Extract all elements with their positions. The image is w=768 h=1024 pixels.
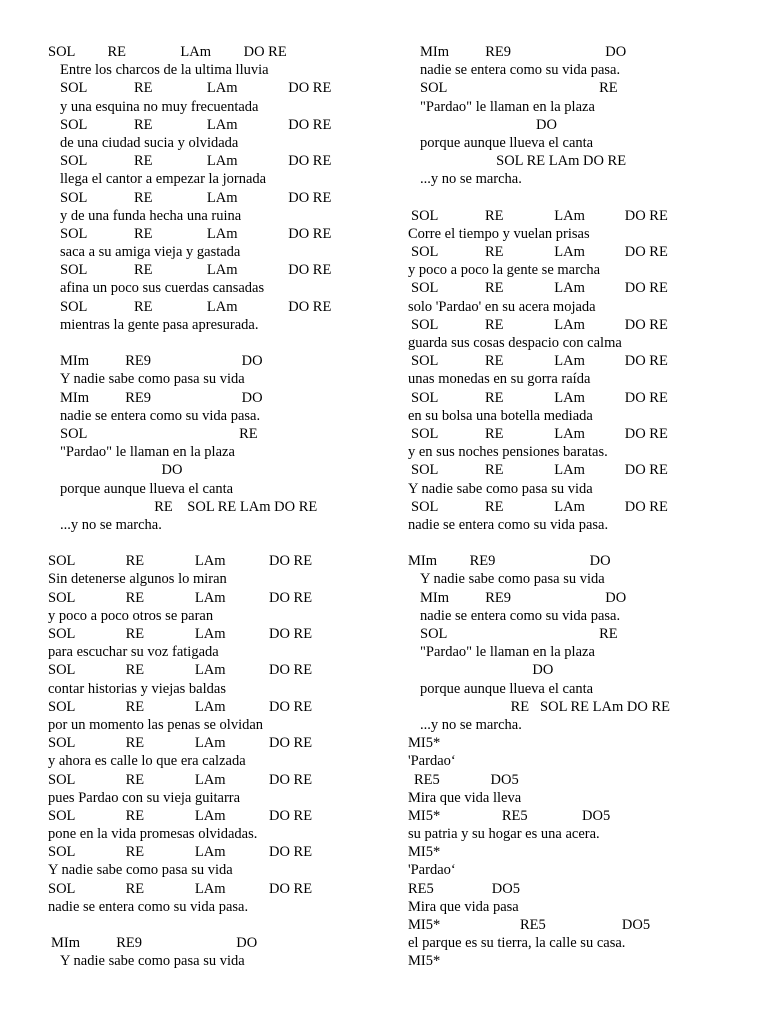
chord-line: MIm RE9 DO [60,353,263,370]
chord-line: SOL RE [420,80,618,97]
lyric-line: nadie se entera como su vida pasa. [420,607,621,624]
lyric-line: porque aunque llueva el canta [60,480,234,497]
lyric-line: y ahora es calle lo que era calzada [48,753,246,770]
chord-line: MIm RE9 DO [51,935,258,952]
lyric-line: ...y no se marcha. [60,516,162,533]
lyric-line: guarda sus cosas despacio con calma [408,335,622,351]
chord-line: MIm RE9 DO [420,589,627,606]
chord-line: SOL RE LAm DO RE [48,698,313,715]
lyric-line: Y nadie sabe como pasa su vida [408,480,593,497]
chord-line: SOL RE LAm DO RE [60,153,332,170]
chord-line: SOL RE LAm DO RE [420,153,627,170]
chord-line: SOL RE LAm DO RE [411,207,668,224]
blank-line [0,534,360,552]
lyric-line: saca a su amiga vieja y gastada [60,244,241,261]
chord-line: SOL RE LAm DO RE [60,262,332,279]
lyric-line: afina un poco sus cuerdas cansadas [60,280,265,297]
lyric-line: y poco a poco la gente se marcha [408,262,601,279]
left-column [0,43,360,971]
lyric-line: su patria y su hogar es una acera. [408,826,600,843]
lyric-line: nadie se entera como su vida pasa. [60,407,261,424]
chord-line: MIm RE9 DO [420,44,627,60]
chord-line: DO [60,462,183,479]
lyric-line: Corre el tiempo y vuelan prisas [408,225,590,242]
chord-line: RE SOL RE LAm DO RE [420,698,670,715]
blank-line [384,189,744,207]
lyric-line: para escuchar su voz fatigada [48,644,219,661]
chord-line: DO [420,116,557,133]
chord-line: RE5 DO5 [408,880,520,897]
chord-line: SOL RE LAm DO RE [48,553,313,570]
lyric-line: nadie se entera como su vida pasa. [420,62,621,79]
chord-line: SOL RE LAm DO RE [48,735,313,752]
lyric-line: 'Pardao‘ [408,753,456,770]
chord-line: SOL RE [420,626,618,642]
lyric-line: y en sus noches pensiones baratas. [408,444,608,461]
lyric-line: Mira que vida lleva [408,789,522,806]
lyric-line: unas monedas en su gorra raída [408,371,591,388]
lyric-line: y de una funda hecha una ruina [60,207,242,224]
lyric-line: de una ciudad sucia y olvidada [60,134,239,151]
lyric-line: en su bolsa una botella mediada [408,407,593,424]
chord-line: DO [420,662,554,679]
lyric-line: Y nadie sabe como pasa su vida [420,571,605,588]
lyric-line: porque aunque llueva el canta [420,680,594,697]
lyric-line: "Pardao" le llaman en la plaza [420,644,595,661]
chord-line: SOL RE LAm DO RE [60,298,332,315]
chord-line: SOL RE LAm DO RE [48,844,313,861]
lyric-line: contar historias y viejas baldas [48,680,226,697]
lyric-line: llega el cantor a empezar la jornada [60,171,267,188]
lyric-line: 'Pardao‘ [408,862,456,879]
right-column [384,43,744,971]
lyric-line: Y nadie sabe como pasa su vida [60,371,245,388]
lyric-line: Y nadie sabe como pasa su vida [60,953,245,970]
chord-line: SOL RE LAm DO RE [60,116,332,133]
lyric-line: nadie se entera como su vida pasa. [408,516,609,533]
chord-line: SOL RE LAm DO RE [411,353,668,370]
lyric-line: nadie se entera como su vida pasa. [48,898,249,915]
lyric-line: ...y no se marcha. [420,171,522,188]
chord-line: MI5* [408,735,441,752]
lyric-line: pone en la vida promesas olvidadas. [48,826,258,843]
chord-line: MIm RE9 DO [60,389,263,406]
chord-line: MI5* RE5 DO5 [408,917,651,933]
chord-line: SOL RE LAm DO RE [411,389,668,406]
blank-line [0,334,360,352]
chord-line: RE5 DO5 [414,771,519,788]
chord-line: SOL RE LAm DO RE [411,498,668,515]
lyric-line: ...y no se marcha. [420,716,522,733]
chord-line: SOL RE LAm DO RE [60,189,332,206]
chord-line: SOL RE LAm DO RE [48,662,313,679]
chord-line: RE SOL RE LAm DO RE [60,498,318,515]
chord-line: MI5* [408,953,441,970]
chord-line: SOL RE LAm DO RE [411,316,668,333]
blank-line [384,534,744,552]
chord-line: SOL RE LAm DO RE [411,280,668,297]
chord-line: SOL RE LAm DO RE [411,462,668,479]
lyric-line: "Pardao" le llaman en la plaza [60,444,235,461]
lyric-line: y poco a poco otros se paran [48,607,214,624]
chord-line: MIm RE9 DO [408,553,611,570]
chord-line: SOL RE LAm DO RE [60,80,332,97]
lyric-line: el parque es su tierra, la calle su casa. [408,935,626,952]
lyric-line: Mira que vida pasa [408,898,519,915]
chord-line: SOL RE [60,425,258,442]
lyric-line: mientras la gente pasa apresurada. [60,316,259,333]
chord-line: SOL RE LAm DO RE [60,225,332,242]
lyric-line: porque aunque llueva el canta [420,134,594,151]
blank-line [0,916,360,934]
chord-line: SOL RE LAm DO RE [411,244,668,261]
lyric-line: Entre los charcos de la ultima lluvia [60,62,269,79]
chord-line: MI5* RE5 DO5 [408,807,611,824]
lyric-line: solo 'Pardao' en su acera mojada [408,298,596,315]
lyric-line: Y nadie sabe como pasa su vida [48,862,233,879]
chord-line: SOL RE LAm DO RE [411,425,668,442]
lyric-line: pues Pardao con su vieja guitarra [48,789,241,806]
lyric-line: Sin detenerse algunos lo miran [48,571,227,588]
lyric-line: y una esquina no muy frecuentada [60,98,259,115]
chord-line: SOL RE LAm DO RE [48,626,313,642]
chord-line: SOL RE LAm DO RE [48,44,287,60]
chord-line: SOL RE LAm DO RE [48,807,313,824]
chord-line: MI5* [408,844,441,861]
chord-line: SOL RE LAm DO RE [48,589,313,606]
chord-line: SOL RE LAm DO RE [48,880,313,897]
lyric-line: "Pardao" le llaman en la plaza [420,98,595,115]
chord-line: SOL RE LAm DO RE [48,771,313,788]
lyric-line: por un momento las penas se olvidan [48,716,264,733]
